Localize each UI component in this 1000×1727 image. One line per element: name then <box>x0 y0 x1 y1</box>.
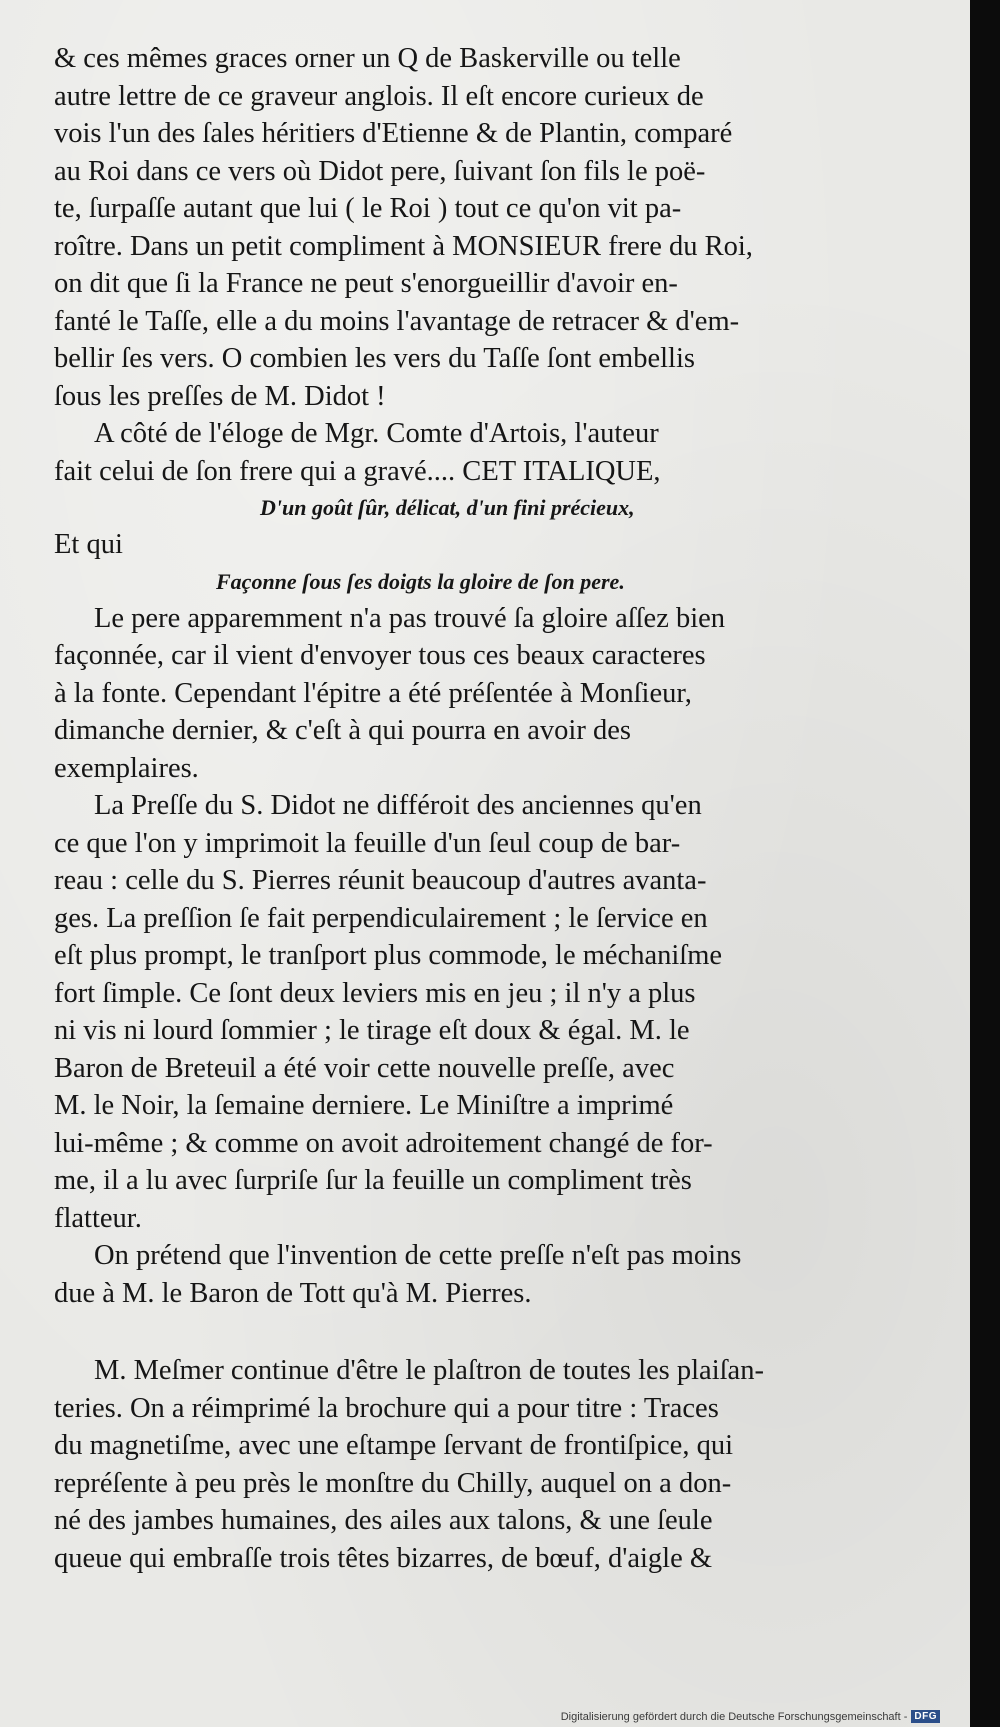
page-bottom-margin <box>0 1520 970 1727</box>
text-line: dimanche dernier, & c'eſt à qui pourra en avoir des <box>54 715 631 746</box>
paragraph-gap <box>54 1312 970 1352</box>
text-line: roître. Dans un petit compliment à MONSIEUR frere du Roi, <box>54 230 753 262</box>
text-line: & ces mêmes graces orner un Q de Baskerville ou telle <box>54 43 681 74</box>
text-line: ſous les preſſes de M. Didot ! <box>54 380 386 412</box>
text-line: vois l'un des ſales héritiers d'Etienne & de Plantin, comparé <box>54 118 733 149</box>
text-line: au Roi dans ce vers où Didot pere, ſuivant ſon fils le poë- <box>54 155 706 187</box>
text-line: ni vis ni lourd ſommier ; le tirage eſt doux & égal. M. le <box>54 1015 690 1046</box>
text-line: A côté de l'éloge de Mgr. Comte d'Artois, l'auteur <box>94 418 659 449</box>
text-line: ges. La preſſion ſe fait perpendiculairement ; le ſervice en <box>54 902 708 934</box>
text-line: ce que l'on y imprimoit la feuille d'un ſeul coup de bar- <box>54 827 681 859</box>
text-line: On prétend que l'invention de cette preſſe n'eſt pas moins <box>94 1240 742 1271</box>
text-line: fanté le Taſſe, elle a du moins l'avantage de retracer & d'em- <box>54 305 740 337</box>
text-line: Le pere apparemment n'a pas trouvé ſa gloire aſſez bien <box>94 602 726 634</box>
page-body-text <box>54 40 970 1577</box>
verse-line: Façonne ſous ſes doigts la gloire de ſon pere. <box>216 568 625 594</box>
text-line: fort ſimple. Ce ſont deux leviers mis en jeu ; il n'y a plus <box>54 977 696 1009</box>
text-line: on dit que ſi la France ne peut s'enorgueillir d'avoir en- <box>54 268 678 299</box>
text-line: exemplaires. <box>54 752 199 784</box>
text-line: repréſente à peu près le monſtre du Chilly, auquel on a don- <box>54 1467 732 1499</box>
dfg-logo-icon: DFG <box>911 1710 940 1723</box>
text-line: flatteur. <box>54 1202 142 1234</box>
text-line: reau : celle du S. Pierres réunit beaucoup d'autres avanta- <box>54 865 707 896</box>
text-line: autre lettre de ce graveur anglois. Il eſt encore curieux de <box>54 80 704 112</box>
text-line: Baron de Breteuil a été voir cette nouvelle preſſe, avec <box>54 1052 675 1084</box>
text-line: teries. On a réimprimé la brochure qui a pour titre : Traces <box>54 1392 719 1424</box>
digitization-credit <box>561 1710 940 1723</box>
text-line: M. Meſmer continue d'être le plaſtron de toutes les plaiſan- <box>94 1355 764 1386</box>
verse-line: D'un goût ſûr, délicat, d'un fini précieux, <box>260 495 635 520</box>
text-line: queue qui embraſſe trois têtes bizarres, de bœuf, d'aigle & <box>54 1542 713 1574</box>
text-line: à la fonte. Cependant l'épitre a été préſentée à Monſieur, <box>54 677 692 709</box>
text-line: façonnée, car il vient d'envoyer tous ces beaux caracteres <box>54 640 706 671</box>
text-line: due à M. le Baron de Tott qu'à M. Pierres. <box>54 1277 532 1309</box>
text-line: eſt plus prompt, le tranſport plus commode, le méchaniſme <box>54 940 723 971</box>
credit-text: Digitalisierung gefördert durch die Deutsche Forschungsgemeinschaft - <box>560 1710 908 1723</box>
text-line: fait celui de ſon frere qui a gravé.... CET ITALIQUE, <box>54 455 661 487</box>
text-line: du magnetiſme, avec une eſtampe ſervant de frontiſpice, qui <box>54 1430 733 1461</box>
text-line: te, ſurpaſſe autant que lui ( le Roi ) tout ce qu'on vit pa- <box>54 193 682 224</box>
text-line: me, il a lu avec ſurpriſe ſur la feuille un compliment très <box>54 1165 692 1196</box>
text-line: bellir ſes vers. O combien les vers du Taſſe ſont embellis <box>54 343 695 374</box>
verse-intro: Et qui <box>54 529 123 560</box>
text-line: La Preſſe du S. Didot ne différoit des anciennes qu'en <box>94 790 702 821</box>
text-line: M. le Noir, la ſemaine derniere. Le Miniſtre a imprimé <box>54 1090 674 1121</box>
text-line: lui-même ; & comme on avoit adroitement changé de for- <box>54 1127 713 1159</box>
text-line: né des jambes humaines, des ailes aux talons, & une ſeule <box>54 1505 713 1536</box>
